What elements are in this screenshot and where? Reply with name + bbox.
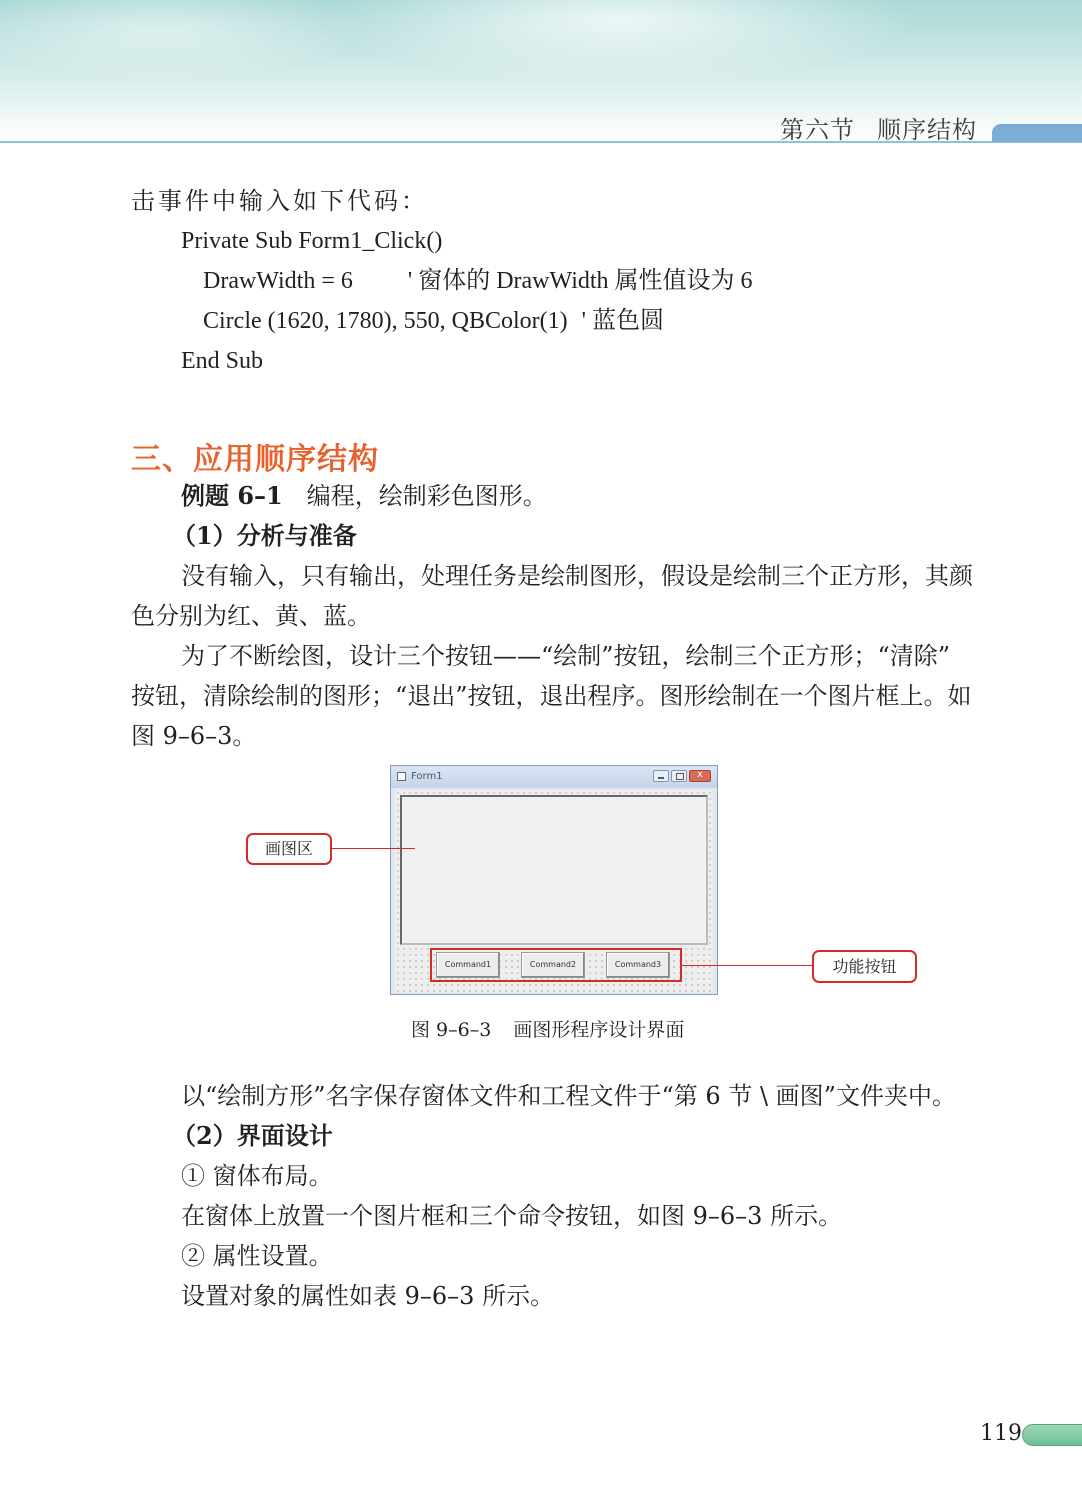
picture-box [400, 795, 708, 945]
para2-line3: 图 9–6–3。 [131, 722, 257, 750]
caption-text: 画图形程序设计界面 [513, 1019, 685, 1041]
code-line-3-code: Circle (1620, 1780), 550, QBColor(1) [203, 308, 568, 334]
subheading-1: （1）分析与准备 [172, 521, 357, 550]
minimize-icon [653, 770, 669, 782]
buttons-highlight-box [430, 948, 682, 982]
command2-button: Command2 [521, 952, 585, 978]
para1-line2: 色分别为红、黄、蓝。 [131, 602, 371, 630]
caption-number: 图 9–6–3 [411, 1019, 492, 1041]
step-2: ② 属性设置。 [181, 1242, 333, 1270]
section-number: 第六节 [780, 116, 855, 144]
subheading-2: （2）界面设计 [172, 1121, 333, 1150]
command3-button: Command3 [606, 952, 670, 978]
save-instruction: 以“绘制方形”名字保存窗体文件和工程文件于“第 6 节 \ 画图”文件夹中。 [181, 1082, 956, 1110]
page-number: 119 [980, 1421, 1022, 1446]
figure-caption [411, 1015, 684, 1042]
page-tab [1022, 1424, 1082, 1446]
para2-line2: 按钮，清除绘制的图形；“退出”按钮，退出程序。图形绘制在一个图片框上。如 [131, 682, 972, 710]
section-title: 顺序结构 [877, 116, 977, 144]
header-tab [992, 124, 1082, 142]
callout-draw-area-line [332, 848, 415, 849]
code-line-1: Private Sub Form1_Click() [181, 228, 443, 254]
running-header [780, 110, 977, 145]
example-text: 编程，绘制彩色图形。 [306, 482, 547, 510]
form-title: Form1 [411, 771, 443, 782]
code-line-3 [203, 306, 664, 336]
step-1: ① 窗体布局。 [181, 1162, 333, 1190]
code-line-2-comment: ' 窗体的 DrawWidth 属性值设为 6 [407, 268, 753, 294]
code-line-4: End Sub [181, 348, 264, 374]
para1-line1: 没有输入，只有输出，处理任务是绘制图形，假设是绘制三个正方形，其颜 [181, 562, 973, 590]
code-line-2 [203, 266, 753, 296]
callout-buttons-line [682, 965, 812, 966]
code-line-3-comment: ' 蓝色圆 [581, 308, 664, 334]
example-label: 例题 6–1 [181, 481, 283, 510]
section-heading: 三、应用顺序结构 [131, 442, 379, 477]
code-intro: 击事件中输入如下代码： [131, 187, 428, 215]
callout-buttons: 功能按钮 [812, 950, 917, 983]
para2-line1: 为了不断绘图，设计三个按钮——“绘制”按钮，绘制三个正方形；“清除” [181, 642, 951, 670]
callout-draw-area: 画图区 [246, 833, 332, 865]
command1-button: Command1 [436, 952, 500, 978]
step-2-text: 设置对象的属性如表 9–6–3 所示。 [181, 1282, 555, 1310]
maximize-icon [671, 770, 687, 782]
form-titlebar [391, 766, 717, 788]
step-1-text: 在窗体上放置一个图片框和三个命令按钮，如图 9–6–3 所示。 [181, 1202, 843, 1230]
form-app-icon [397, 772, 406, 781]
close-icon [689, 770, 711, 782]
code-line-2-code: DrawWidth = 6 [203, 268, 353, 294]
example-line [181, 481, 547, 511]
